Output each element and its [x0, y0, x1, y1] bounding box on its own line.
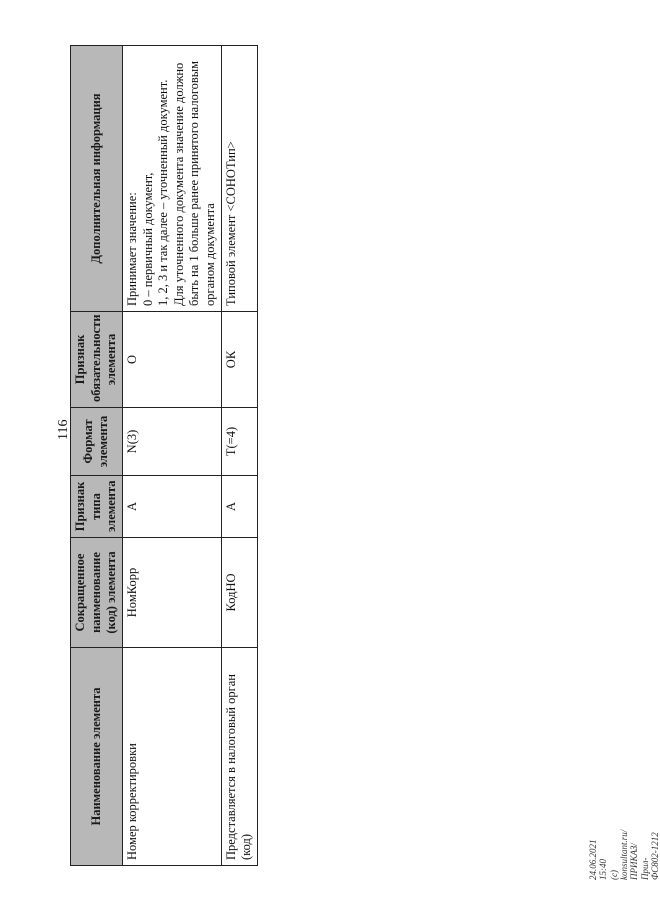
header-element-name: Наименование элемента [71, 648, 123, 866]
cell-code: НомКорр [122, 538, 221, 648]
cell-required: ОК [221, 312, 257, 408]
cell-type: А [221, 476, 257, 538]
cell-format: N(3) [122, 408, 221, 476]
table-row [221, 46, 257, 866]
page-footer: 24.06.2021 15:40 (c) konsultant.ru/ПРИКАЗ/Прил-ФС802-1212 [588, 829, 660, 880]
rotated-table-container [70, 46, 254, 866]
cell-format: T(=4) [221, 408, 257, 476]
cell-code: КодНО [221, 538, 257, 648]
header-additional-info: Дополнительная информация [71, 46, 123, 312]
header-element-code: Сокращенное наименование (код) элемента [71, 538, 123, 648]
cell-name: Номер корректировки [122, 648, 221, 866]
elements-table [70, 45, 258, 866]
cell-required: О [122, 312, 221, 408]
page-number: 116 [56, 419, 71, 440]
table-header-row [71, 46, 123, 866]
header-element-type: Признак типа элемента [71, 476, 123, 538]
cell-name: Представляется в налоговый орган (код) [221, 648, 257, 866]
table-row [122, 46, 221, 866]
header-element-required: Признак обязательности элемента [71, 312, 123, 408]
cell-type: А [122, 476, 221, 538]
cell-info: Типовой элемент <СОНОТип> [221, 46, 257, 312]
header-element-format: Формат элемента [71, 408, 123, 476]
cell-info: Принимает значение: 0 – первичный документ, 1, 2, 3 и так далее – уточненный документ. Для уточненного документа значение должно быть на 1 больше ранее принятого налоговым органом документа [122, 46, 221, 312]
